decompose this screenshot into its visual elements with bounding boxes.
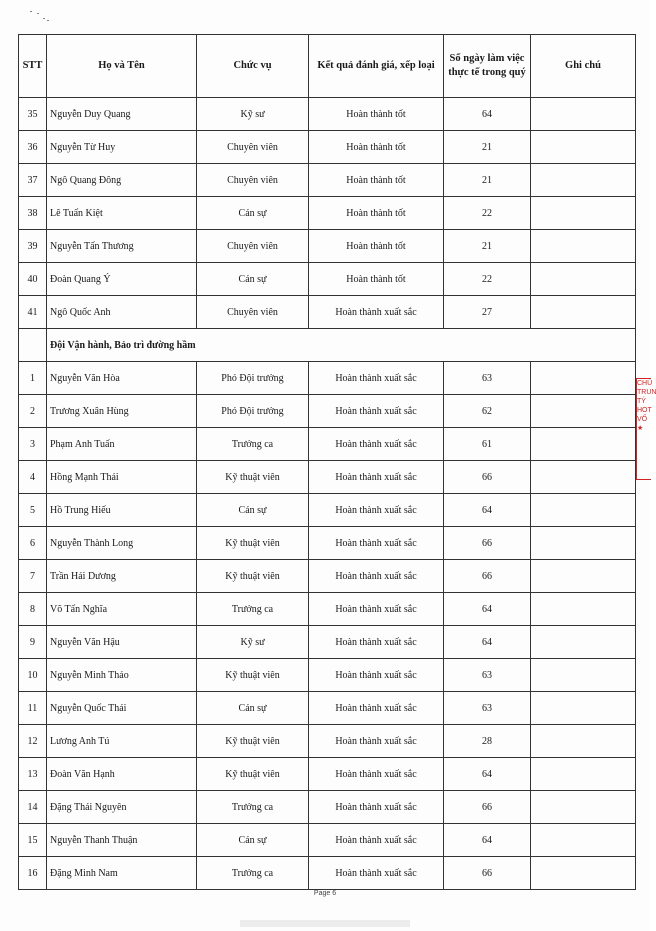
cell-days: 62	[444, 395, 531, 428]
cell-days: 63	[444, 692, 531, 725]
cell-stt: 12	[19, 725, 47, 758]
cell-days: 64	[444, 758, 531, 791]
cell-role: Trưởng ca	[197, 791, 309, 824]
cell-stt: 4	[19, 461, 47, 494]
cell-result: Hoàn thành xuất sắc	[309, 428, 444, 461]
table-row	[19, 560, 636, 593]
cell-days: 21	[444, 164, 531, 197]
group-header-row	[19, 329, 636, 362]
cell-name: Nguyễn Quốc Thái	[47, 692, 197, 725]
cell-name: Lê Tuấn Kiệt	[47, 197, 197, 230]
cell-name: Nguyễn Thành Long	[47, 527, 197, 560]
cell-days: 64	[444, 626, 531, 659]
group-stt-cell	[19, 329, 47, 362]
cell-name: Hồ Trung Hiếu	[47, 494, 197, 527]
cell-role: Cán sự	[197, 263, 309, 296]
cell-name: Nguyễn Tấn Thương	[47, 230, 197, 263]
cell-role: Kỹ thuật viên	[197, 560, 309, 593]
cell-name: Nguyễn Duy Quang	[47, 98, 197, 131]
cell-role: Cán sự	[197, 197, 309, 230]
cell-result: Hoàn thành xuất sắc	[309, 626, 444, 659]
table-row	[19, 98, 636, 131]
cell-note	[531, 362, 636, 395]
cell-result: Hoàn thành xuất sắc	[309, 725, 444, 758]
table-row	[19, 461, 636, 494]
stamp-text: VỐ	[637, 416, 648, 424]
cell-name: Đặng Minh Nam	[47, 857, 197, 890]
cell-role: Trưởng ca	[197, 428, 309, 461]
table-row	[19, 296, 636, 329]
cell-days: 64	[444, 593, 531, 626]
cell-role: Cán sự	[197, 824, 309, 857]
cell-role: Chuyên viên	[197, 164, 309, 197]
cell-note	[531, 593, 636, 626]
table-row	[19, 593, 636, 626]
cell-days: 28	[444, 725, 531, 758]
cell-note	[531, 263, 636, 296]
cell-role: Kỹ thuật viên	[197, 725, 309, 758]
cell-stt: 41	[19, 296, 47, 329]
cell-note	[531, 230, 636, 263]
table-header-row	[19, 35, 636, 98]
table-row	[19, 362, 636, 395]
cell-result: Hoàn thành xuất sắc	[309, 560, 444, 593]
header-name: Họ và Tên	[47, 35, 197, 98]
stamp-text: HOT	[637, 407, 652, 415]
cell-note	[531, 857, 636, 890]
cell-result: Hoàn thành tốt	[309, 131, 444, 164]
cell-result: Hoàn thành tốt	[309, 263, 444, 296]
header-result: Kết quả đánh giá, xếp loại	[309, 35, 444, 98]
cell-note	[531, 692, 636, 725]
table-row	[19, 758, 636, 791]
cell-stt: 2	[19, 395, 47, 428]
cell-role: Kỹ thuật viên	[197, 758, 309, 791]
cell-days: 66	[444, 461, 531, 494]
cell-result: Hoàn thành xuất sắc	[309, 692, 444, 725]
cell-name: Nguyễn Văn Hậu	[47, 626, 197, 659]
cell-note	[531, 494, 636, 527]
cell-result: Hoàn thành xuất sắc	[309, 494, 444, 527]
cell-stt: 10	[19, 659, 47, 692]
cell-result: Hoàn thành xuất sắc	[309, 527, 444, 560]
cell-role: Kỹ sư	[197, 626, 309, 659]
header-stt: STT	[19, 35, 47, 98]
cell-days: 66	[444, 560, 531, 593]
cell-days: 64	[444, 824, 531, 857]
red-seal-stamp	[636, 378, 656, 480]
cell-role: Cán sự	[197, 692, 309, 725]
cell-note	[531, 428, 636, 461]
cell-note	[531, 659, 636, 692]
cell-name: Ngô Quang Đông	[47, 164, 197, 197]
cell-days: 63	[444, 659, 531, 692]
scan-speckles	[28, 8, 50, 22]
table-row	[19, 692, 636, 725]
cell-stt: 15	[19, 824, 47, 857]
cell-days: 64	[444, 494, 531, 527]
cell-stt: 13	[19, 758, 47, 791]
cell-role: Phó Đội trưởng	[197, 362, 309, 395]
cell-stt: 39	[19, 230, 47, 263]
cell-name: Võ Tấn Nghĩa	[47, 593, 197, 626]
cell-name: Nguyễn Thanh Thuận	[47, 824, 197, 857]
cell-stt: 1	[19, 362, 47, 395]
cell-name: Phạm Anh Tuấn	[47, 428, 197, 461]
cell-note	[531, 791, 636, 824]
cell-stt: 6	[19, 527, 47, 560]
cell-note	[531, 197, 636, 230]
cell-note	[531, 824, 636, 857]
table-row	[19, 230, 636, 263]
cell-role: Kỹ thuật viên	[197, 527, 309, 560]
table-row	[19, 395, 636, 428]
cell-note	[531, 164, 636, 197]
cell-result: Hoàn thành xuất sắc	[309, 461, 444, 494]
cell-result: Hoàn thành xuất sắc	[309, 857, 444, 890]
cell-stt: 8	[19, 593, 47, 626]
cell-stt: 35	[19, 98, 47, 131]
cell-stt: 11	[19, 692, 47, 725]
cell-name: Đoàn Văn Hạnh	[47, 758, 197, 791]
cell-result: Hoàn thành xuất sắc	[309, 824, 444, 857]
group-title: Đội Vận hành, Bảo trì đường hầm	[47, 329, 636, 362]
page-number: Page 6	[313, 890, 337, 897]
table-row	[19, 428, 636, 461]
table-row	[19, 626, 636, 659]
cell-stt: 38	[19, 197, 47, 230]
table-row	[19, 824, 636, 857]
cell-result: Hoàn thành xuất sắc	[309, 362, 444, 395]
cell-role: Phó Đội trưởng	[197, 395, 309, 428]
cell-role: Kỹ sư	[197, 98, 309, 131]
cell-note	[531, 725, 636, 758]
cell-note	[531, 131, 636, 164]
cell-days: 66	[444, 527, 531, 560]
cell-role: Kỹ thuật viên	[197, 461, 309, 494]
cell-stt: 3	[19, 428, 47, 461]
cell-note	[531, 626, 636, 659]
cell-note	[531, 527, 636, 560]
cell-days: 63	[444, 362, 531, 395]
cell-name: Lương Anh Tú	[47, 725, 197, 758]
stamp-text: CHỦ	[637, 380, 653, 387]
cell-name: Nguyễn Từ Huy	[47, 131, 197, 164]
header-days: Số ngày làm việc thực tế trong quý	[444, 35, 531, 98]
cell-name: Nguyễn Minh Thảo	[47, 659, 197, 692]
cell-stt: 16	[19, 857, 47, 890]
cell-result: Hoàn thành xuất sắc	[309, 296, 444, 329]
cell-role: Chuyên viên	[197, 296, 309, 329]
cell-days: 66	[444, 791, 531, 824]
cell-result: Hoàn thành xuất sắc	[309, 659, 444, 692]
cell-result: Hoàn thành xuất sắc	[309, 791, 444, 824]
cell-days: 66	[444, 857, 531, 890]
cell-note	[531, 461, 636, 494]
table-row	[19, 857, 636, 890]
cell-name: Đặng Thái Nguyên	[47, 791, 197, 824]
table-row	[19, 197, 636, 230]
cell-stt: 36	[19, 131, 47, 164]
cell-days: 27	[444, 296, 531, 329]
table-row	[19, 494, 636, 527]
cell-role: Chuyên viên	[197, 230, 309, 263]
cell-name: Trần Hải Dương	[47, 560, 197, 593]
cell-stt: 5	[19, 494, 47, 527]
cell-name: Hồng Mạnh Thái	[47, 461, 197, 494]
cell-role: Trưởng ca	[197, 593, 309, 626]
cell-note	[531, 395, 636, 428]
cell-stt: 7	[19, 560, 47, 593]
cell-days: 64	[444, 98, 531, 131]
cell-note	[531, 296, 636, 329]
cell-name: Trương Xuân Hùng	[47, 395, 197, 428]
cell-result: Hoàn thành tốt	[309, 230, 444, 263]
cell-name: Ngô Quốc Anh	[47, 296, 197, 329]
table-row	[19, 263, 636, 296]
cell-note	[531, 98, 636, 131]
cell-note	[531, 560, 636, 593]
cell-result: Hoàn thành xuất sắc	[309, 593, 444, 626]
cell-result: Hoàn thành tốt	[309, 197, 444, 230]
cell-name: Đoàn Quang Ý	[47, 263, 197, 296]
cell-role: Chuyên viên	[197, 131, 309, 164]
cell-result: Hoàn thành xuất sắc	[309, 758, 444, 791]
cell-days: 21	[444, 230, 531, 263]
table-row	[19, 164, 636, 197]
cell-name: Nguyễn Văn Hòa	[47, 362, 197, 395]
cell-stt: 40	[19, 263, 47, 296]
cell-result: Hoàn thành tốt	[309, 98, 444, 131]
header-note: Ghi chú	[531, 35, 636, 98]
cell-stt: 14	[19, 791, 47, 824]
table-row	[19, 725, 636, 758]
cell-role: Cán sự	[197, 494, 309, 527]
cell-days: 61	[444, 428, 531, 461]
stamp-text: TÝ	[637, 398, 646, 406]
table-row	[19, 527, 636, 560]
stamp-text: TRUN	[637, 389, 656, 397]
cell-result: Hoàn thành tốt	[309, 164, 444, 197]
cell-days: 22	[444, 197, 531, 230]
cell-days: 22	[444, 263, 531, 296]
cell-result: Hoàn thành xuất sắc	[309, 395, 444, 428]
cell-stt: 9	[19, 626, 47, 659]
cell-role: Kỹ thuật viên	[197, 659, 309, 692]
staff-evaluation-table	[18, 34, 636, 890]
header-role: Chức vụ	[197, 35, 309, 98]
stamp-text: ★	[637, 425, 644, 433]
scan-artifact	[240, 920, 410, 927]
cell-stt: 37	[19, 164, 47, 197]
table-row	[19, 659, 636, 692]
cell-days: 21	[444, 131, 531, 164]
table-row	[19, 131, 636, 164]
cell-note	[531, 758, 636, 791]
table-row	[19, 791, 636, 824]
cell-role: Trưởng ca	[197, 857, 309, 890]
